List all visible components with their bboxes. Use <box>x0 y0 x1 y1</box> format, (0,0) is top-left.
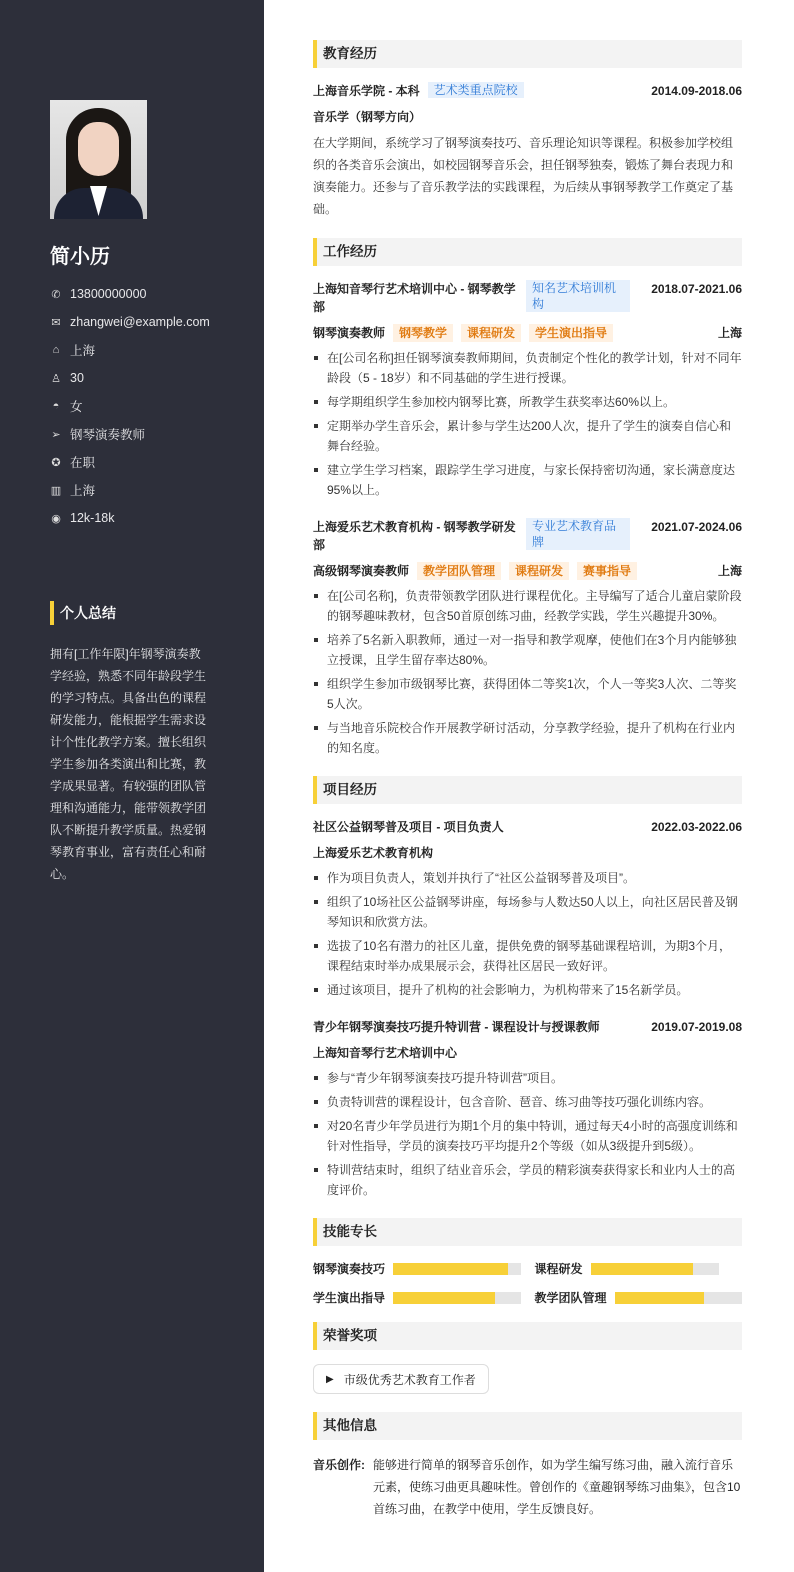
location: 上海 <box>70 344 96 358</box>
profile-photo <box>50 100 147 219</box>
awards-section <box>313 1322 742 1412</box>
list-item: 特训营结束时，组织了结业音乐会，学员的精彩演奏获得家长和业内人士的高度评价。 <box>313 1160 742 1200</box>
section-title: 工作经历 <box>313 238 742 266</box>
date: 2014.09-2018.06 <box>651 84 742 98</box>
date: 2019.07-2019.08 <box>651 1020 742 1034</box>
skill-tag: 学生演出指导 <box>529 324 613 342</box>
list-item: 建立学生学习档案，跟踪学生学习进度，与家长保持密切沟通，家长满意度达95%以上。 <box>313 460 742 500</box>
role: 高级钢琴演奏教师 <box>313 564 410 578</box>
phone: 13800000000 <box>70 287 147 301</box>
skill-bar-fill <box>591 1263 693 1275</box>
skill-item <box>313 1260 521 1277</box>
skill-tag: 赛事指导 <box>577 562 637 580</box>
section-title: 其他信息 <box>313 1412 742 1440</box>
date: 2018.07-2021.06 <box>651 282 742 296</box>
list-item: 作为项目负责人，策划并执行了“社区公益钢琴普及项目”。 <box>313 868 742 888</box>
section-title: 教育经历 <box>313 40 742 68</box>
list-item: 负责特训营的课程设计，包含音阶、琶音、练习曲等技巧强化训练内容。 <box>313 1092 742 1112</box>
skill-name: 钢琴演奏技巧 <box>313 1262 386 1276</box>
section-title: 项目经历 <box>313 776 742 804</box>
project-name: 社区公益钢琴普及项目 - 项目负责人 <box>313 820 504 834</box>
city: 上海 <box>717 564 742 578</box>
contact-info <box>50 280 210 532</box>
building-icon: ▥ <box>50 484 62 497</box>
position: 钢琴演奏教师 <box>70 428 146 442</box>
major: 音乐学（钢琴方向） <box>313 110 422 124</box>
cake-icon: ♙ <box>51 372 61 385</box>
skills-section <box>313 1218 742 1306</box>
skill-bar-fill <box>393 1263 508 1275</box>
education-desc: 在大学期间，系统学习了钢琴演奏技巧、音乐理论知识等课程。积极参加学校组织的各类音乐会演出，如校园钢琴音乐会，担任钢琴独奏，锻炼了舞台表现力和演奏能力。还参与了音乐教学法的实践课程，为后续从事钢琴教学工作奠定了基础。 <box>313 136 734 216</box>
summary-text: 拥有[工作年限]年钢琴演奏教学经验，熟悉不同年龄段学生的学习特点。具备出色的课程研发能力，能根据学生需求设计个性化教学方案。擅长组织学生参加各类演出和比赛，教学成果显著。有较强的团队管理和沟通能力，能带领教学团队不断提升教学质量。热爱钢琴教育事业，富有责任心和耐心。 <box>50 647 207 881</box>
project-entry <box>313 818 742 1000</box>
section-title: 技能专长 <box>313 1218 742 1246</box>
skill-bar-fill <box>615 1292 704 1304</box>
send-icon: ➢ <box>51 428 61 441</box>
list-item: 对20名青少年学员进行为期1个月的集中特训，通过每天4小时的高强度训练和针对性指导，学员的演奏技巧平均提升2个等级（如从3级提升到5级）。 <box>313 1116 742 1156</box>
skill-bar <box>393 1263 520 1275</box>
home-icon: ⌂ <box>52 344 60 356</box>
age: 30 <box>70 371 84 385</box>
candidate-name: 简小历 <box>50 246 110 268</box>
skill-tag: 钢琴教学 <box>393 324 453 342</box>
other-text: 能够进行简单的钢琴音乐创作，如为学生编写练习曲，融入流行音乐元素，使练习曲更具趣味性。曾创作的《童趣钢琴练习曲集》，包含10首练习曲，在教学中使用，学生反馈良好。 <box>373 1458 741 1516</box>
organization: 上海知音琴行艺术培训中心 <box>313 1046 458 1060</box>
list-item: 组织了10场社区公益钢琴讲座，每场参与人数达50人以上，向社区居民普及钢琴知识和欣赏方法。 <box>313 892 742 932</box>
skill-name: 课程研发 <box>534 1262 583 1276</box>
email: zhangwei@example.com <box>70 315 210 329</box>
date: 2022.03-2022.06 <box>651 820 742 834</box>
list-item: 培养了5名新入职教师，通过一对一指导和教学观摩，使他们在3个月内能够独立授课，且学生留存率达80%。 <box>313 630 742 670</box>
status: 在职 <box>70 456 96 470</box>
award-label: 市级优秀艺术教育工作者 <box>343 1372 476 1387</box>
job-entry <box>313 518 742 758</box>
project-entry <box>313 1018 742 1200</box>
company: 上海爱乐艺术教育机构 - 钢琴教学研发部 <box>313 520 516 552</box>
company-tag: 专业艺术教育品牌 <box>526 518 630 550</box>
work-section <box>313 238 742 758</box>
date: 2021.07-2024.06 <box>651 520 742 534</box>
list-item: 组织学生参加市级钢琴比赛，获得团体二等奖1次，个人一等奖3人次、二等奖5人次。 <box>313 674 742 714</box>
gender: 女 <box>70 400 83 414</box>
list-item: 定期举办学生音乐会，累计参与学生达200人次，提升了学生的演奏自信心和舞台经验。 <box>313 416 742 456</box>
gender-icon: ◓ <box>52 400 60 412</box>
skill-item <box>313 1289 521 1306</box>
skill-item <box>535 1289 743 1306</box>
list-item: 通过该项目，提升了机构的社会影响力，为机构带来了15名新学员。 <box>313 980 742 1000</box>
target-city: 上海 <box>70 484 96 498</box>
skill-bar-fill <box>393 1292 495 1304</box>
list-item: 选拔了10名有潜力的社区儿童，提供免费的钢琴基础课程培训，为期3个月，课程结束时举办成果展示会，获得社区居民一致好评。 <box>313 936 742 976</box>
skill-bar <box>615 1292 742 1304</box>
list-item: 在[公司名称]，负责带领教学团队进行课程优化。主导编写了适合儿童启蒙阶段的钢琴趣味教材，包含50首原创练习曲，经教学实践，学生兴趣提升30%。 <box>313 586 742 626</box>
skill-name: 教学团队管理 <box>534 1291 607 1305</box>
caret-right-icon: ▶ <box>326 1373 334 1385</box>
skill-item <box>535 1260 743 1277</box>
sidebar <box>0 0 264 1572</box>
main-content <box>313 40 742 1520</box>
list-item: 每学期组织学生参加校内钢琴比赛，所教学生获奖率达60%以上。 <box>313 392 742 412</box>
list-item: 参与“青少年钢琴演奏技巧提升特训营”项目。 <box>313 1068 742 1088</box>
organization: 上海爱乐艺术教育机构 <box>313 846 434 860</box>
role: 钢琴演奏教师 <box>313 326 386 340</box>
list-item: 与当地音乐院校合作开展教学研讨活动，分享教学经验，提升了机构在行业内的知名度。 <box>313 718 742 758</box>
skill-bar <box>393 1292 520 1304</box>
job-entry <box>313 280 742 500</box>
company: 上海知音琴行艺术培训中心 - 钢琴教学部 <box>313 282 516 314</box>
skill-tag: 课程研发 <box>509 562 569 580</box>
city: 上海 <box>717 326 742 340</box>
project-section <box>313 776 742 1200</box>
award-item[interactable] <box>313 1364 489 1394</box>
company-tag: 知名艺术培训机构 <box>526 280 630 312</box>
education-section <box>313 40 742 220</box>
list-item: 在[公司名称]担任钢琴演奏教师期间，负责制定个性化的教学计划，针对不同年龄段（5 - 18岁）和不同基础的学生进行授课。 <box>313 348 742 388</box>
skill-tag: 教学团队管理 <box>417 562 501 580</box>
salary: 12k-18k <box>70 511 115 525</box>
other-section <box>313 1412 742 1520</box>
skill-name: 学生演出指导 <box>313 1291 386 1305</box>
phone-icon: ✆ <box>51 288 61 301</box>
school: 上海音乐学院 - 本科 <box>313 84 420 98</box>
skill-bar <box>591 1263 719 1275</box>
mail-icon: ✉ <box>51 316 61 329</box>
summary-title: 个人总结 <box>50 601 116 625</box>
salary-icon: ◉ <box>51 512 61 525</box>
project-name: 青少年钢琴演奏技巧提升特训营 - 课程设计与授课教师 <box>313 1020 600 1034</box>
school-tag: 艺术类重点院校 <box>428 82 524 98</box>
other-label: 音乐创作: <box>313 1458 365 1472</box>
section-title: 荣誉奖项 <box>313 1322 742 1350</box>
skill-tag: 课程研发 <box>461 324 521 342</box>
status-icon: ✪ <box>51 456 61 469</box>
